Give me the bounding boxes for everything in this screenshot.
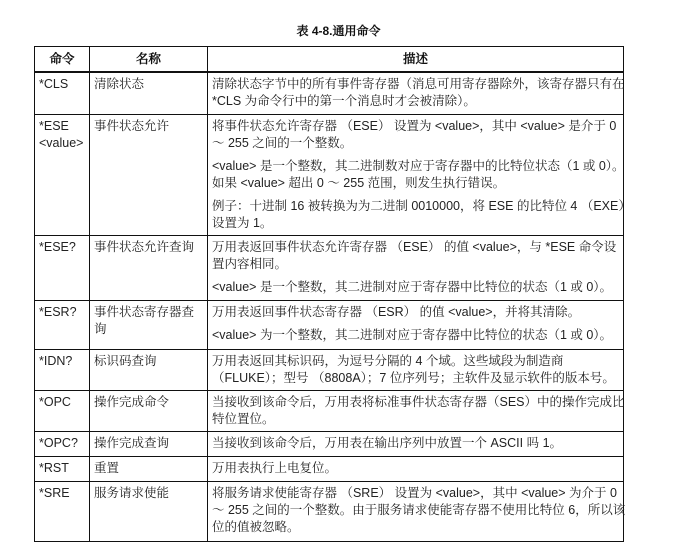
name-cell: 标识码查询 bbox=[90, 349, 208, 390]
description-line: 特位置位。 bbox=[212, 411, 275, 426]
description-cell bbox=[208, 235, 624, 300]
description-line: ～ 255 之间的一个整数。 bbox=[212, 135, 353, 150]
description-cell bbox=[208, 114, 631, 235]
description-paragraph bbox=[212, 198, 631, 232]
description-cell bbox=[208, 72, 624, 114]
description-paragraph bbox=[212, 118, 619, 152]
description-line: 当接收到该命令后，万用表将标准事件状态寄存器（SES）中的操作完成比 bbox=[212, 394, 625, 409]
description-paragraph bbox=[212, 327, 619, 344]
name-cell: 事件状态允许 bbox=[90, 114, 208, 235]
command-text: *CLS bbox=[39, 77, 69, 91]
command-cell bbox=[35, 456, 90, 481]
description-line: <value> 为一个整数，其二进制对应于寄存器中比特位的状态（1 或 0）。 bbox=[212, 327, 613, 342]
command-text: *ESR? bbox=[39, 304, 77, 319]
table-row bbox=[35, 456, 624, 481]
common-commands-table bbox=[34, 46, 631, 542]
name-cell: 事件状态允许查询 bbox=[90, 235, 208, 300]
command-cell bbox=[35, 431, 90, 456]
description-line: <value> 是一个整数，其二进制数对应于寄存器中的比特位状态（1 或 0）。 bbox=[212, 158, 625, 173]
description-line: 当接收到该命令后，万用表在输出序列中放置一个 ASCII 吗 1。 bbox=[212, 435, 563, 450]
command-cell bbox=[35, 235, 90, 300]
name-cell: 操作完成查询 bbox=[90, 431, 208, 456]
name-cell: 服务请求使能 bbox=[90, 481, 208, 541]
table-row bbox=[35, 390, 624, 431]
description-paragraph bbox=[212, 279, 619, 296]
description-cell bbox=[208, 349, 624, 390]
description-cell bbox=[208, 390, 624, 431]
command-text: *RST bbox=[39, 460, 69, 475]
description-line: 将事件状态允许寄存器 （ESE） 设置为 <value>，其中 <value> 是介于 0 bbox=[212, 118, 617, 133]
description-paragraph bbox=[212, 353, 619, 387]
table-header-row bbox=[35, 47, 624, 73]
header-description: 描述 bbox=[208, 47, 624, 73]
description-line: 位的值被忽略。 bbox=[212, 519, 300, 534]
description-line: （FLUKE）；型号 （8808A）；7 位序列号；主软件及显示软件的版本号。 bbox=[212, 370, 615, 385]
command-text: *SRE bbox=[39, 485, 70, 500]
header-name: 名称 bbox=[90, 47, 208, 73]
description-line: ～ 255 之间的一个整数。由于服务请求使能寄存器不使用比特位 6，所以该 bbox=[212, 502, 626, 517]
description-paragraph bbox=[212, 158, 625, 192]
command-cell bbox=[35, 481, 90, 541]
description-line: 设置为 1。 bbox=[212, 215, 273, 230]
name-cell: 重置 bbox=[90, 456, 208, 481]
description-line: 万用表返回其标识码，为逗号分隔的 4 个域。这些域段为制造商 bbox=[212, 353, 564, 368]
description-line: 清除状态字节中的所有事件寄存器（消息可用寄存器除外，该寄存器只有在 bbox=[212, 77, 625, 91]
description-cell bbox=[208, 456, 624, 481]
description-cell bbox=[208, 431, 624, 456]
header-command: 命令 bbox=[35, 47, 90, 73]
table-row bbox=[35, 235, 624, 300]
description-line: 例子：十进制 16 被转换为为二进制 0010000，将 ESE 的比特位 4 （EXE） bbox=[212, 198, 631, 213]
command-text: *ESE bbox=[39, 118, 69, 133]
description-paragraph bbox=[212, 239, 619, 273]
command-text: <value> bbox=[39, 135, 84, 150]
table-row bbox=[35, 431, 624, 456]
table-caption: 表 4-8.通用命令 bbox=[296, 24, 381, 38]
command-cell bbox=[35, 72, 90, 114]
table-row bbox=[35, 72, 624, 114]
name-cell: 事件状态寄存器查询 bbox=[90, 300, 208, 349]
description-cell bbox=[208, 481, 624, 541]
description-line: *CLS 为命令行中的第一个消息时才会被清除）。 bbox=[212, 94, 476, 108]
description-line: 万用表执行上电复位。 bbox=[212, 460, 338, 475]
description-line: 如果 <value> 超出 0 ～ 255 范围，则发生执行错误。 bbox=[212, 175, 506, 190]
description-paragraph bbox=[212, 435, 619, 452]
name-cell: 清除状态 bbox=[90, 72, 208, 114]
description-line: 万用表返回事件状态允许寄存器 （ESE） 的值 <value>，与 *ESE 命令设 bbox=[212, 239, 617, 254]
table-row bbox=[35, 114, 624, 235]
command-cell bbox=[35, 300, 90, 349]
description-line: 万用表返回事件状态寄存器 （ESR） 的值 <value>，并将其清除。 bbox=[212, 304, 581, 319]
description-line: 将服务请求使能寄存器 （SRE） 设置为 <value>，其中 <value> 为介于 0 bbox=[212, 485, 617, 500]
command-cell bbox=[35, 114, 90, 235]
description-line: 置内容相同。 bbox=[212, 256, 288, 271]
command-cell bbox=[35, 390, 90, 431]
description-paragraph bbox=[212, 394, 625, 428]
description-paragraph bbox=[212, 460, 619, 477]
table-row bbox=[35, 349, 624, 390]
description-paragraph bbox=[212, 304, 619, 321]
description-line: <value> 是一个整数，其二进制对应于寄存器中比特位的状态（1 或 0）。 bbox=[212, 279, 613, 294]
command-text: *OPC bbox=[39, 394, 71, 409]
command-text: *ESE? bbox=[39, 239, 76, 254]
command-text: *IDN? bbox=[39, 353, 73, 368]
description-cell bbox=[208, 300, 624, 349]
command-cell bbox=[35, 349, 90, 390]
command-text: *OPC? bbox=[39, 435, 78, 450]
description-paragraph bbox=[212, 76, 625, 110]
table-row bbox=[35, 481, 624, 541]
name-cell: 操作完成命令 bbox=[90, 390, 208, 431]
table-row bbox=[35, 300, 624, 349]
